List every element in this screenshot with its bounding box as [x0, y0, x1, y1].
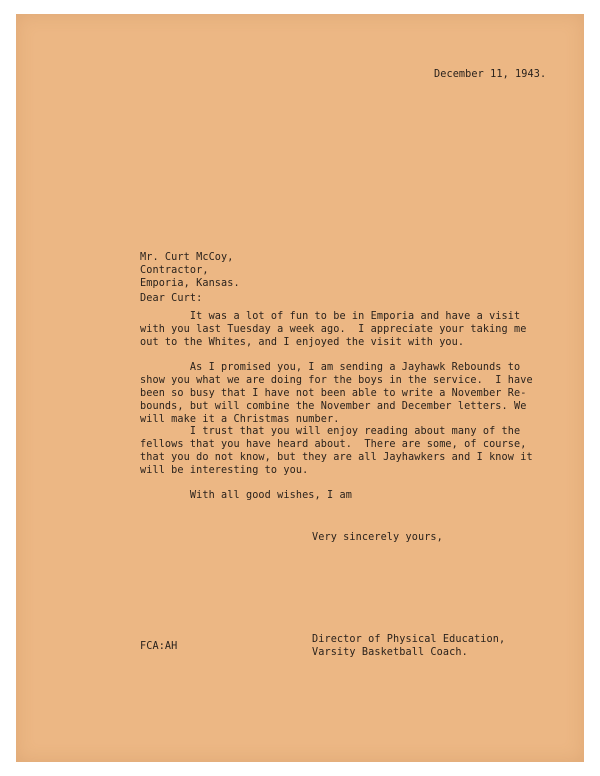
- recipient-line: Contractor,: [140, 264, 209, 276]
- recipient-line: Emporia, Kansas.: [140, 277, 240, 289]
- paragraph-1: [140, 311, 526, 350]
- title-line: Varsity Basketball Coach.: [312, 646, 468, 658]
- closing-wish: With all good wishes, I am: [140, 490, 352, 501]
- signer-title: [312, 634, 505, 660]
- recipient-line: Mr. Curt McCoy,: [140, 252, 234, 263]
- paragraph-line: will make it a Christmas number.: [140, 413, 340, 425]
- typist-initials: FCA:AH: [140, 641, 178, 652]
- salutation: Dear Curt:: [140, 293, 203, 304]
- paragraph-line: It was a lot of fun to be in Emporia and have a visit: [140, 311, 521, 322]
- paragraph-line: show you what we are doing for the boys in the service. I have: [140, 374, 533, 386]
- paragraph-line: been so busy that I have not been able to write a November Re-: [140, 387, 527, 399]
- title-line: Director of Physical Education,: [312, 634, 506, 645]
- sign-off: Very sincerely yours,: [312, 532, 443, 543]
- paragraph-line: that you do not know, but they are all Jayhawkers and I know it: [140, 451, 533, 463]
- recipient-address: [140, 252, 240, 291]
- paragraph-2: [140, 362, 533, 427]
- letter-page: [16, 14, 584, 762]
- paragraph-3: [140, 426, 533, 478]
- paragraph-line: fellows that you have heard about. There are some, of course,: [140, 438, 527, 450]
- paragraph-line: with you last Tuesday a week ago. I appreciate your taking me: [140, 323, 527, 335]
- paragraph-line: will be interesting to you.: [140, 464, 309, 476]
- letter-date: December 11, 1943.: [434, 69, 547, 80]
- paragraph-line: bounds, but will combine the November and December letters. We: [140, 400, 527, 412]
- paragraph-line: out to the Whites, and I enjoyed the visit with you.: [140, 336, 465, 348]
- paragraph-line: As I promised you, I am sending a Jayhawk Rebounds to: [140, 362, 521, 373]
- paragraph-line: I trust that you will enjoy reading about many of the: [140, 426, 521, 437]
